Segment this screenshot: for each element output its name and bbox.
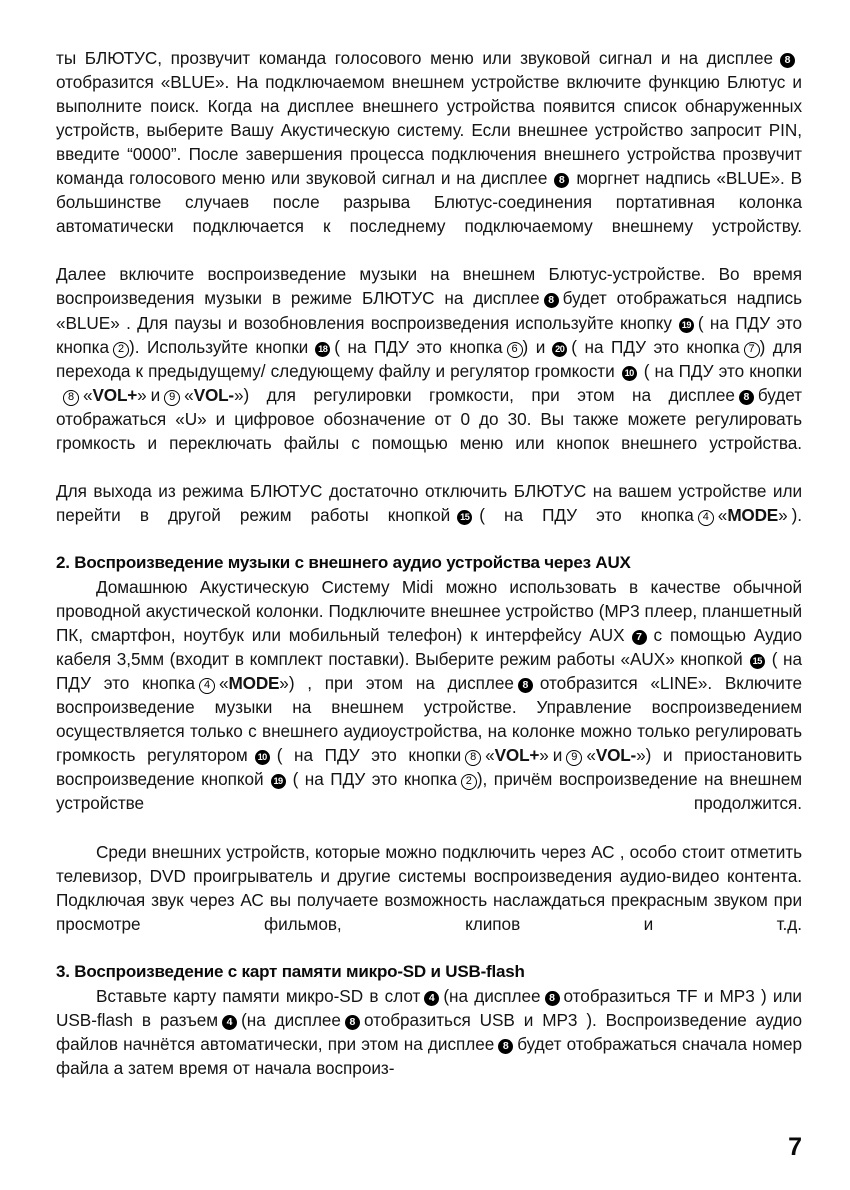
text-run: (на дисплее bbox=[241, 1009, 341, 1030]
device-button-badge: 18 bbox=[315, 342, 330, 357]
text-run: ( на ПДУ это кнопка bbox=[334, 336, 503, 357]
device-button-badge: 8 bbox=[345, 1015, 360, 1030]
vol-down-label: VOL- bbox=[595, 745, 637, 766]
text-run: ) и bbox=[522, 336, 546, 357]
text-run: Среди внешних устройств, которые можно подключить через АС , особо стоит отметить телевизор, DVD проигрыватель и другие системы воспроизведения аудио-видео контента. Подключая звук через АС вы получаете возможность наслаждаться прекрасным звуком при просмотре фильмов, клипов и т.д. bbox=[56, 841, 802, 934]
remote-button-badge: 2 bbox=[461, 774, 477, 790]
device-button-badge: 7 bbox=[632, 630, 647, 645]
paragraph-sd-usb-usage bbox=[56, 984, 802, 1080]
text-run: Вставьте карту памяти микро-SD в слот bbox=[96, 985, 421, 1006]
text-run: отобразиться USB и MP3 ). Воспроизведение аудио файлов начнётся автоматически, при этом на дисплее bbox=[56, 1009, 802, 1054]
page-number: 7 bbox=[788, 1133, 802, 1161]
device-button-badge: 20 bbox=[552, 342, 567, 357]
remote-button-badge: 9 bbox=[566, 750, 582, 766]
text-run: ). Используйте кнопки bbox=[129, 336, 309, 357]
text-run: ( на ПДУ это кнопки bbox=[643, 360, 802, 381]
text-run: ) , при этом на дисплее bbox=[288, 673, 514, 694]
device-button-badge: 4 bbox=[424, 991, 439, 1006]
paragraph-bluetooth-pairing bbox=[56, 46, 802, 262]
remote-button-badge: 7 bbox=[744, 342, 760, 358]
text-run: ( на ПДУ это кнопка bbox=[56, 649, 802, 694]
remote-button-badge: 4 bbox=[698, 510, 714, 526]
device-button-badge: 19 bbox=[271, 774, 286, 789]
text-run: ( на ПДУ это кнопки bbox=[276, 745, 462, 766]
page-content bbox=[56, 46, 802, 1080]
device-button-badge: 8 bbox=[545, 991, 560, 1006]
device-button-badge: 10 bbox=[255, 750, 270, 765]
text-run: ( на ПДУ это кнопка bbox=[56, 312, 802, 357]
text-run: будет отображаться «U» и цифровое обозначение от 0 до 30. Вы также можете регулировать громкость и переключать файлы с помощью меню или кнопок внешнего устройства. bbox=[56, 384, 802, 453]
vol-up-label: VOL+ bbox=[92, 384, 138, 405]
text-run: Далее включите воспроизведение музыки на внешнем Блютус-устройстве. Во время воспроизведения музыки в режиме БЛЮТУС на дисплее bbox=[56, 264, 802, 309]
paragraph-external-devices bbox=[56, 840, 802, 960]
text-run: ( на ПДУ это кнопка bbox=[479, 504, 694, 525]
remote-button-badge: 2 bbox=[113, 342, 129, 358]
remote-button-badge: 6 bbox=[507, 342, 523, 358]
text-run: (на дисплее bbox=[443, 985, 541, 1006]
text-run: с помощью Аудио кабеля 3,5мм (входит в комплект поставки). Выберите режим работы «AUX» кнопкой bbox=[56, 625, 802, 670]
device-button-badge: 15 bbox=[750, 654, 765, 669]
vol-up-label: VOL+ bbox=[494, 745, 540, 766]
device-button-badge: 8 bbox=[780, 53, 795, 68]
device-button-badge: 8 bbox=[554, 173, 569, 188]
device-button-badge: 19 bbox=[679, 318, 694, 333]
device-button-badge: 4 bbox=[222, 1015, 237, 1030]
section-heading-sd-usb: 3. Воспроизведение с карт памяти микро-SD и USB-flash bbox=[56, 961, 525, 981]
remote-button-badge: 4 bbox=[199, 678, 215, 694]
device-button-badge: 10 bbox=[622, 366, 637, 381]
text-run: будет отображаться сначала номер файла а затем время от начала воспроиз- bbox=[56, 1033, 802, 1078]
device-button-badge: 8 bbox=[498, 1039, 513, 1054]
section-heading-aux: 2. Воспроизведение музыки с внешнего аудио устройства через AUX bbox=[56, 552, 631, 572]
text-run: Для выхода из режима БЛЮТУС достаточно отключить БЛЮТУС на вашем устройстве или перейти в другой режим работы кнопкой bbox=[56, 480, 802, 525]
device-button-badge: 8 bbox=[518, 678, 533, 693]
text-run: отобразится «LINE». Включите воспроизведение музыки на внешнем устройстве. Управление воспроизведением осуществляется только с внешнего аудиоустройства, на колонке можно только регулировать громкость регулятором bbox=[56, 673, 802, 766]
text-run: будет отображаться надпись «BLUE» . Для паузы и возобновления воспроизведения используйте кнопку bbox=[56, 288, 802, 333]
paragraph-bluetooth-exit: Для выхода из режима БЛЮТУС достаточно отключить БЛЮТУС на вашем устройстве или перейти в другой режим работы кнопкой 15 ( на ПДУ это кнопка 4 «MODE» ). bbox=[56, 480, 802, 525]
text-run: отобразится «BLUE». На подключаемом внешнем устройстве включите функцию Блютус и выполните поиск. Когда на дисплее внешнего устройства появится список обнаруженных устройств, выберите Вашу Акустическую систему. Если внешнее устройство запросит PIN, введите “0000”. После завершения процесса подключения внешнего устройства прозвучит команда голосового меню или звуковой сигнал и на дисплее bbox=[56, 72, 802, 189]
remote-button-badge: 8 bbox=[63, 390, 79, 406]
text-run: моргнет надпись «BLUE». В большинстве случаев после разрыва Блютус-соединения портативная колонка автоматически подключается к последнему подключаемому внешнему устройству. bbox=[56, 168, 802, 237]
text-run: ). bbox=[791, 504, 802, 525]
mode-label: MODE bbox=[727, 504, 779, 525]
text-run: ( на ПДУ это кнопка bbox=[292, 769, 457, 790]
text-run: ты БЛЮТУС, прозвучит команда голосового меню или звуковой сигнал и на дисплее bbox=[56, 48, 773, 68]
device-button-badge: 15 bbox=[457, 510, 472, 525]
text-run: и bbox=[552, 745, 563, 766]
remote-button-badge: 9 bbox=[164, 390, 180, 406]
paragraph-bluetooth-playback: Далее включите воспроизведение музыки на внешнем Блютус-устройстве. Во время воспроизведения музыки в режиме БЛЮТУС на дисплее 8 будет отображаться надпись «BLUE» . Для паузы и возобновления воспроизведения используйте кнопку 19 ( на ПДУ это кнопка 2 ). Используйте кнопки 18 ( на ПДУ это кнопка 6 ) и 20 ( на ПДУ это кнопка 7 ) для перехода к предыдущему/ следующему файлу и регулятор громкости 10 ( на ПДУ это кнопки8 «VOL+» и 9 «VOL-») для регулировки громкости, при этом на дисплее 8 будет отображаться «U» и цифровое обозначение от 0 до 30. Вы также можете регулировать громкость и переключать файлы с помощью меню или кнопок внешнего устройства. bbox=[56, 264, 803, 453]
text-run: отобразиться TF и MP3 ) или USB-flash в разъем bbox=[56, 985, 802, 1030]
device-button-badge: 8 bbox=[544, 293, 559, 308]
text-run: ) и приостановить воспроизведение кнопкой bbox=[56, 745, 802, 790]
text-run: ) для регулировки громкости, при этом на дисплее bbox=[243, 384, 735, 405]
text-run: и bbox=[150, 384, 161, 405]
remote-button-badge: 8 bbox=[465, 750, 481, 766]
paragraph-aux-usage: Домашнюю Акустическую Систему Midi можно использовать в качестве обычной проводной акустической колонки. Подключите внешнее устройство (MP3 плеер, планшетный ПК, смартфон, ноутбук или мобильный телефон) к интерфейсу AUX 7 с помощью Аудио кабеля 3,5мм (входит в комплект поставки). Выберите режим работы «AUX» кнопкой 15 ( на ПДУ это кнопка 4 «MODE») , при этом на дисплее 8 отобразится «LINE». Включите воспроизведение музыки на внешнем устройстве. Управление воспроизведением осуществляется только с внешнего аудиоустройства, на колонке можно только регулировать громкость регулятором 10 ( на ПДУ это кнопки 8 «VOL+» и 9 «VOL-») и приостановить воспроизведение кнопкой 19 ( на ПДУ это кнопка 2 ), причём воспроизведение на внешнем устройстве продолжится. bbox=[56, 577, 802, 814]
mode-label: MODE bbox=[228, 673, 280, 694]
vol-down-label: VOL- bbox=[193, 384, 234, 405]
text-run: ), причём воспроизведение на внешнем устройстве продолжится. bbox=[56, 769, 802, 814]
text-run: Домашнюю Акустическую Систему Midi можно использовать в качестве обычной проводной акустической колонки. Подключите внешнее устройство (MP3 плеер, планшетный ПК, смартфон, ноутбук или мобильный телефон) к интерфейсу AUX bbox=[56, 577, 802, 646]
device-button-badge: 8 bbox=[739, 390, 754, 405]
text-run: ) для перехода к предыдущему/ следующему файлу и регулятор громкости bbox=[56, 336, 803, 381]
text-run: ( на ПДУ это кнопка bbox=[571, 336, 740, 357]
